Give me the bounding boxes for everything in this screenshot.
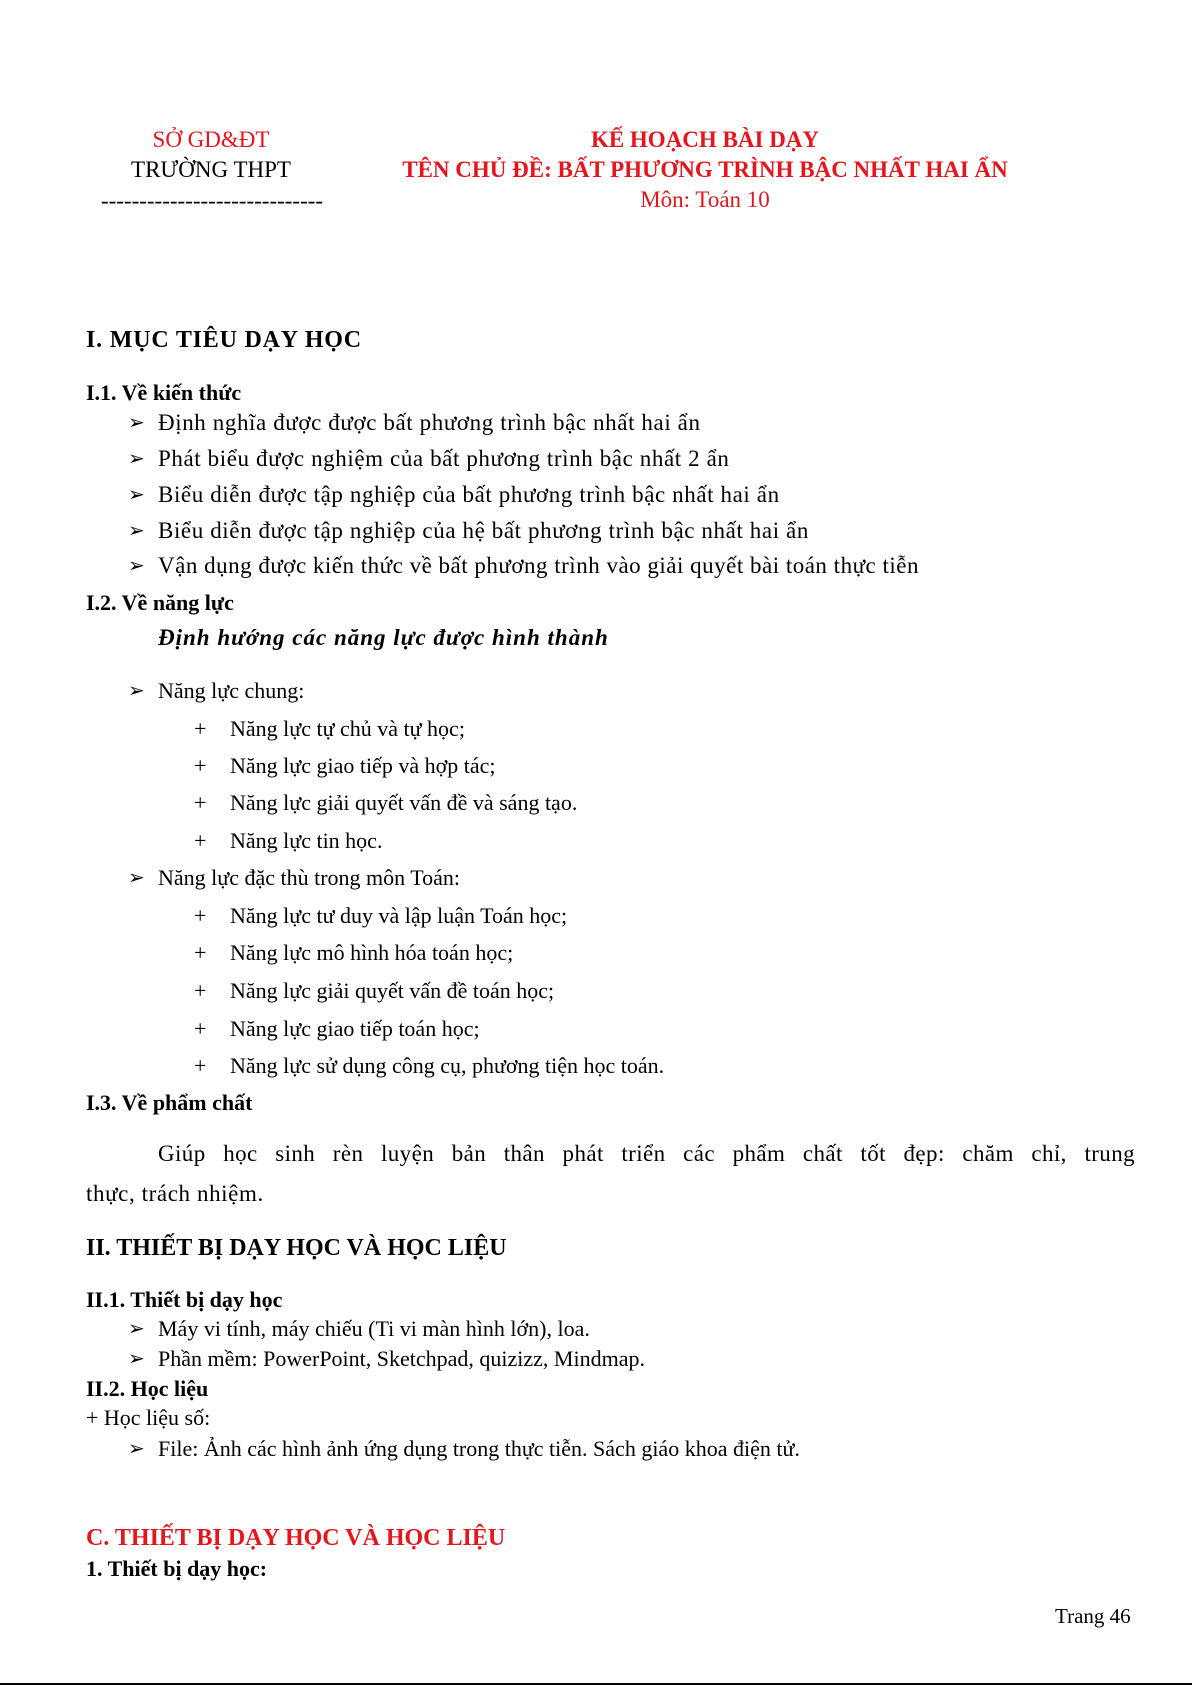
list-item-text: File: Ảnh các hình ảnh ứng dụng trong thực tiễn. Sách giáo khoa điện tử. bbox=[158, 1436, 800, 1461]
list-item bbox=[128, 1346, 645, 1372]
list-item-text: Máy vi tính, máy chiếu (Ti vi màn hình lớn), loa. bbox=[158, 1316, 590, 1341]
list-item bbox=[128, 482, 780, 508]
list-item bbox=[128, 1436, 800, 1462]
list-item-text: Năng lực đặc thù trong môn Toán: bbox=[158, 865, 461, 890]
sub-list-item bbox=[194, 978, 555, 1004]
arrowhead-bullet-icon: ➢ bbox=[128, 555, 146, 577]
arrowhead-bullet-icon: ➢ bbox=[128, 1438, 145, 1460]
sub-list-item bbox=[194, 940, 514, 966]
sub-list-item bbox=[194, 1016, 480, 1042]
section-title: I. MỤC TIÊU DẠY HỌC bbox=[86, 327, 362, 353]
section-title: C. THIẾT BỊ DẠY HỌC VÀ HỌC LIỆU bbox=[86, 1525, 506, 1551]
subsection-title: II.2. Học liệu bbox=[86, 1376, 209, 1401]
sub-list-item bbox=[194, 790, 578, 816]
subsection-title: I.2. Về năng lực bbox=[86, 590, 234, 615]
sub-list-item-text: Năng lực giao tiếp và hợp tác; bbox=[230, 753, 496, 778]
subsection-title: II.1. Thiết bị dạy học bbox=[86, 1287, 283, 1312]
header-divider: ----------------------------- bbox=[100, 188, 324, 213]
paragraph-line: thực, trách nhiệm. bbox=[86, 1181, 264, 1206]
plan-title: KẾ HOẠCH BÀI DẠY bbox=[590, 127, 820, 152]
plus-bullet-icon: + bbox=[194, 1053, 207, 1078]
materials-digital-label: + Học liệu số: bbox=[86, 1405, 211, 1430]
list-item-text: Biểu diễn được tập nghiệp của bất phương trình bậc nhất hai ẩn bbox=[158, 482, 780, 507]
arrowhead-bullet-icon: ➢ bbox=[128, 520, 146, 542]
subsection-title: I.1. Về kiến thức bbox=[86, 380, 242, 405]
plus-bullet-icon: + bbox=[194, 1016, 207, 1041]
subject-title: Môn: Toán 10 bbox=[640, 187, 770, 212]
sub-list-item-text: Năng lực giải quyết vấn đề toán học; bbox=[230, 978, 555, 1003]
sub-list-item-text: Năng lực tự chủ và tự học; bbox=[230, 716, 465, 741]
list-item bbox=[128, 678, 305, 704]
school-name: TRƯỜNG THPT bbox=[131, 157, 291, 182]
list-item-text: Vận dụng được kiến thức về bất phương trình vào giải quyết bài toán thực tiễn bbox=[158, 553, 919, 578]
arrowhead-bullet-icon: ➢ bbox=[128, 448, 146, 470]
arrowhead-bullet-icon: ➢ bbox=[128, 680, 145, 702]
sub-list-item-text: Năng lực giao tiếp toán học; bbox=[230, 1016, 480, 1041]
plus-bullet-icon: + bbox=[194, 828, 207, 853]
sub-list-item bbox=[194, 753, 496, 779]
list-item-text: Năng lực chung: bbox=[158, 678, 305, 703]
topic-title: TÊN CHỦ ĐỀ: BẤT PHƯƠNG TRÌNH BẬC NHẤT HAI ẨN bbox=[402, 157, 1008, 182]
list-item bbox=[128, 410, 701, 436]
plus-bullet-icon: + bbox=[194, 940, 207, 965]
competence-orientation: Định hướng các năng lực được hình thành bbox=[158, 625, 609, 650]
list-item-text: Biểu diễn được tập nghiệp của hệ bất phương trình bậc nhất hai ẩn bbox=[158, 518, 809, 543]
arrowhead-bullet-icon: ➢ bbox=[128, 412, 146, 434]
sub-list-item-text: Năng lực sử dụng công cụ, phương tiện học toán. bbox=[230, 1053, 665, 1078]
sub-list-item-text: Năng lực mô hình hóa toán học; bbox=[230, 940, 514, 965]
arrowhead-bullet-icon: ➢ bbox=[128, 867, 145, 889]
plus-bullet-icon: + bbox=[194, 716, 207, 741]
sub-list-item bbox=[194, 716, 465, 742]
sub-list-item-text: Năng lực tư duy và lập luận Toán học; bbox=[230, 903, 568, 928]
list-item-text: Phát biểu được nghiệm của bất phương trình bậc nhất 2 ẩn bbox=[158, 446, 730, 471]
section-title: II. THIẾT BỊ DẠY HỌC VÀ HỌC LIỆU bbox=[86, 1235, 507, 1261]
list-item bbox=[128, 865, 461, 891]
subsection-title: I.3. Về phẩm chất bbox=[86, 1090, 253, 1115]
list-item bbox=[128, 1316, 590, 1342]
arrowhead-bullet-icon: ➢ bbox=[128, 1318, 145, 1340]
arrowhead-bullet-icon: ➢ bbox=[128, 484, 146, 506]
list-item-text: Phần mềm: PowerPoint, Sketchpad, quizizz, Mindmap. bbox=[158, 1346, 645, 1371]
plus-bullet-icon: + bbox=[194, 903, 207, 928]
department-name: SỞ GD&ĐT bbox=[152, 127, 270, 152]
list-item bbox=[128, 553, 919, 579]
sub-list-item-text: Năng lực tin học. bbox=[230, 828, 383, 853]
list-item-text: Định nghĩa được được bất phương trình bậc nhất hai ẩn bbox=[158, 410, 701, 435]
sub-list-item bbox=[194, 828, 383, 854]
plus-bullet-icon: + bbox=[194, 978, 207, 1003]
subsection-title: 1. Thiết bị dạy học: bbox=[86, 1556, 268, 1581]
plus-bullet-icon: + bbox=[194, 753, 207, 778]
list-item bbox=[128, 518, 809, 544]
sub-list-item-text: Năng lực giải quyết vấn đề và sáng tạo. bbox=[230, 790, 578, 815]
plus-bullet-icon: + bbox=[194, 790, 207, 815]
list-item bbox=[128, 446, 730, 472]
sub-list-item bbox=[194, 903, 568, 929]
sub-list-item bbox=[194, 1053, 665, 1079]
page-number: Trang 46 bbox=[1055, 1604, 1131, 1628]
paragraph-line: Giúp học sinh rèn luyện bản thân phát triển các phẩm chất tốt đẹp: chăm chỉ, trung bbox=[158, 1141, 1135, 1166]
arrowhead-bullet-icon: ➢ bbox=[128, 1348, 145, 1370]
